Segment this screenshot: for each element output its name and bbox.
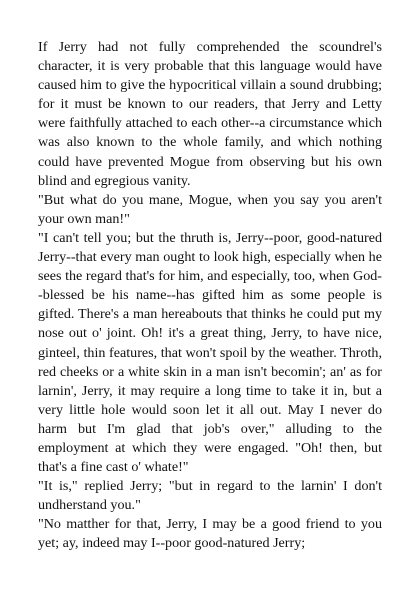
paragraph: "I can't tell you; but the thruth is, Jerry--poor, good-natured Jerry--that every man ought to look high, especially when he sees the regard that's for him, and especially, too, when God--blessed be his name--has gifted him as some people is gifted. There's a man hereabouts that thinks he could put my nose out o' joint. Oh! it's a great thing, Jerry, to have nice, ginteel, thin features, that won't spoil by the weather. Throth, red cheeks or a white skin in a man isn't becomin'; an' as for larnin', Jerry, it may require a long time to take it in, but a very little hole would soon let it all out. May I never do harm but I'm glad that job's over," alluding to the employment at which they were engaged. "Oh! then, but that's a fine cast o' whate!" [38,229,382,476]
paragraph: "But what do you mane, Mogue, when you say you aren't your own man!" [38,191,382,227]
paragraph: "No matther for that, Jerry, I may be a good friend to you yet; ay, indeed may I--poor good-natured Jerry; [38,516,382,552]
paragraph: "It is," replied Jerry; "but in regard to the larnin' I don't undherstand you." [38,478,382,514]
body-text [38,38,382,554]
paragraph: If Jerry had not fully comprehended the scoundrel's character, it is very probable that this language would have caused him to give the hypocritical villain a sound drubbing; for it must be known to our readers, that Jerry and Letty were faithfully attached to each other--a circumstance which was also known to the whole family, and which nothing could have prevented Mogue from observing but his own blind and egregious vanity. [38,39,382,189]
